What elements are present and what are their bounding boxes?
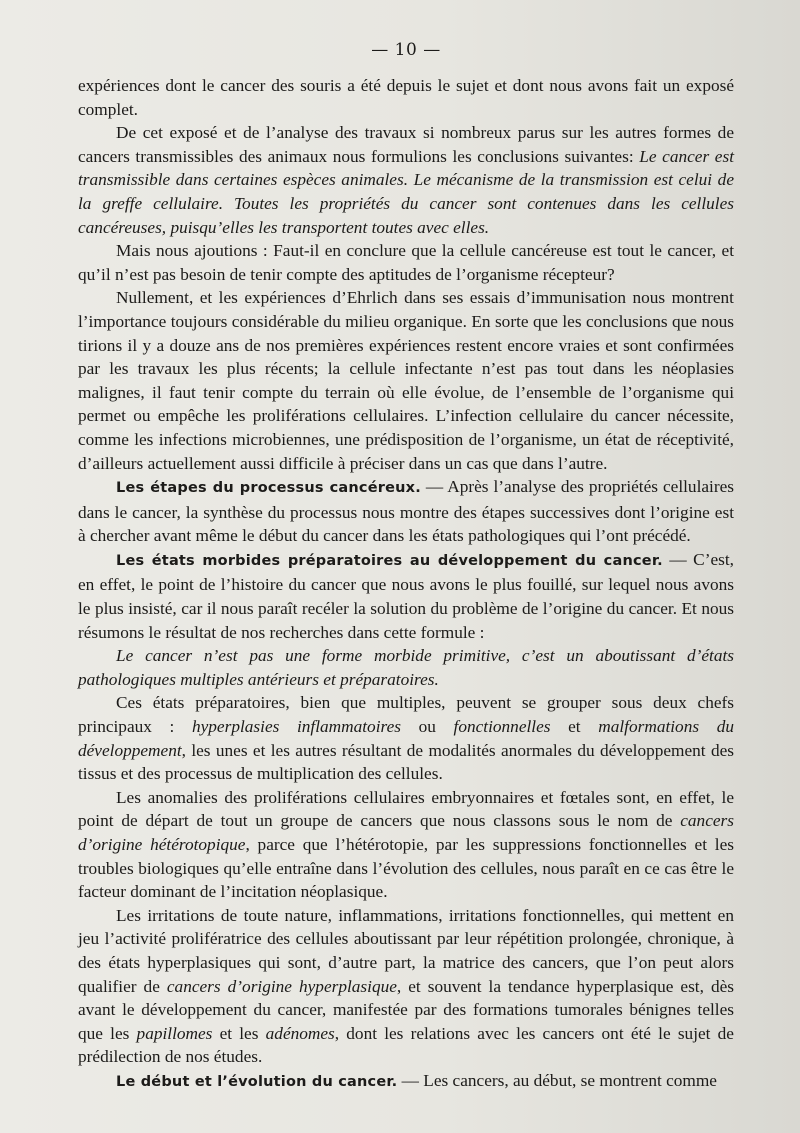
paragraph-9-text-b: , parce que l’hétérotopie, par les suppressions fonctionnelles et les troubles biologiques qu’elle entraîne dans l’évolution des cellules, nous paraît en ce cas être le facteur dominant de l’incitation néoplasique. — [78, 835, 734, 902]
paragraph-6-text: — C’est, en effet, le point de l’histoire du cancer que nous avons le plus fouillé, sur lequel nous avons le plus insisté, car il nous paraît recéler la solution du problème de l’origine du cancer. Et nous résumons le résultat de nos recherches dans cette formule : — [78, 549, 734, 642]
paragraph-8-text-d: , les unes et les autres résultant de modalités anormales du développement des tissus et des processus de multiplication des cellules. — [78, 740, 734, 784]
paragraph-3-text: Mais nous ajoutions : Faut-il en conclure que la cellule cancéreuse est tout le cancer, et qu’il n’est pas besoin de tenir compte des aptitudes de l’organisme récepteur? — [78, 241, 734, 284]
term-malformations: malformations du développement — [78, 717, 734, 760]
page-number: — 10 — — [371, 40, 441, 60]
paragraph-7-formula — [78, 644, 734, 691]
paragraph-2 — [78, 121, 734, 239]
paragraph-1 — [78, 74, 734, 121]
paragraph-4 — [78, 286, 734, 475]
paragraph-10-text-b: , et souvent la tendance hyperplasique est, dès avant le développement du cancer, manifestée par des formations tumorales bénignes telles que les — [78, 976, 734, 1043]
paragraph-3 — [78, 239, 734, 286]
section-heading-etats-morbides: Les états morbides préparatoires au développement du cancer. — [116, 552, 663, 569]
paragraph-8-text-b: ou — [400, 717, 454, 737]
paragraph-8 — [78, 691, 734, 785]
term-cancers-hyperplasique: cancers d’origine hyperplasique — [166, 976, 397, 996]
term-cancers-heterotopique: cancers d’origine hétérotopique — [78, 811, 734, 854]
paragraph-5-text: — Après l’analyse des propriétés cellulaires dans le cancer, la synthèse du processus nous montre des étapes successives dont l’origine est à chercher avant même le début du cancer dans les états pathologiques qui l’ont précédé. — [78, 477, 734, 546]
paragraph-5 — [78, 475, 734, 548]
paragraph-10-text-d: , dont les relations avec les cancers ont été le sujet de prédilection de nos études. — [78, 1023, 734, 1067]
paragraph-4-text: Nullement, et les expériences d’Ehrlich dans ses essais d’immunisation nous montrent l’importance toujours considérable du milieu organique. En sorte que les conclusions que nous tirions il y a douze ans de nos premières expériences restent encore vraies et sont confirmées par les travaux les plus récents; la cellule infectante n’est pas tout dans les néoplasies malignes, il faut tenir compte du terrain où elle évolue, de l’ensemble de l’organisme qui permet ou empêche les proliférations cellulaires. L’infection cellulaire du cancer nécessite, comme les infections microbiennes, une prédisposition de l’organisme, un état de réceptivité, d’ailleurs actuellement aussi difficile à préciser dans un cas que dans l’autre. — [78, 288, 734, 473]
paragraph-2-text: De cet exposé et de l’analyse des travaux si nombreux parus sur les autres formes de cancers transmissibles des animaux nous formulions les conclusions suivantes: — [78, 123, 734, 166]
paragraph-6 — [78, 548, 734, 644]
term-fonctionnelles: fonctionnelles — [453, 717, 551, 737]
paragraph-11 — [78, 1069, 734, 1095]
paragraph-8-text-a: Ces états préparatoires, bien que multiples, peuvent se grouper sous deux chefs principaux : — [78, 693, 734, 737]
paragraph-9-text-a: Les anomalies des proliférations cellulaires embryonnaires et fœtales sont, en effet, le point de départ de tout un groupe de cancers que nous classons sous le nom de — [78, 787, 734, 831]
section-heading-debut: Le début et l’évolution du cancer. — [116, 1073, 398, 1090]
paragraph-1-text: expériences dont le cancer des souris a été depuis le sujet et dont nous avons fait un exposé complet. — [78, 76, 734, 119]
paragraph-11-text: — Les cancers, au début, se montrent comme — [397, 1070, 717, 1090]
paragraph-10 — [78, 904, 734, 1069]
paragraph-7-text: Le cancer n’est pas une forme morbide primitive, c’est un aboutissant d’états pathologiques multiples antérieurs et préparatoires. — [78, 646, 734, 689]
term-papillomes: papillomes — [136, 1023, 213, 1043]
paragraph-9 — [78, 786, 734, 904]
paragraph-10-text-c: et les — [212, 1023, 266, 1043]
paragraph-8-text-c: et — [550, 717, 599, 737]
term-hyperplasies: hyperplasies inflammatoires — [191, 717, 401, 737]
section-heading-etapes: Les étapes du processus cancéreux. — [116, 480, 421, 497]
paragraph-10-text-a: Les irritations de toute nature, inflammations, irritations fonctionnelles, qui mettent en jeu l’activité prolifératrice des cellules aboutissant par leur répétition prolongée, chronique, à des états hyperplasiques qui sont, d’autre part, la matrice des cancers, que l’on peut alors qualifier de — [78, 905, 734, 996]
paragraph-2-conclusions: Le cancer est transmissible dans certaines espèces animales. Le mécanisme de la transmission est celui de la greffe cellulaire. Toutes les propriétés du cancer sont contenues dans les cellules cancéreuses, puisqu’elles les transportent toutes avec elles. — [78, 146, 735, 237]
term-adenomes: adénomes — [265, 1023, 335, 1043]
